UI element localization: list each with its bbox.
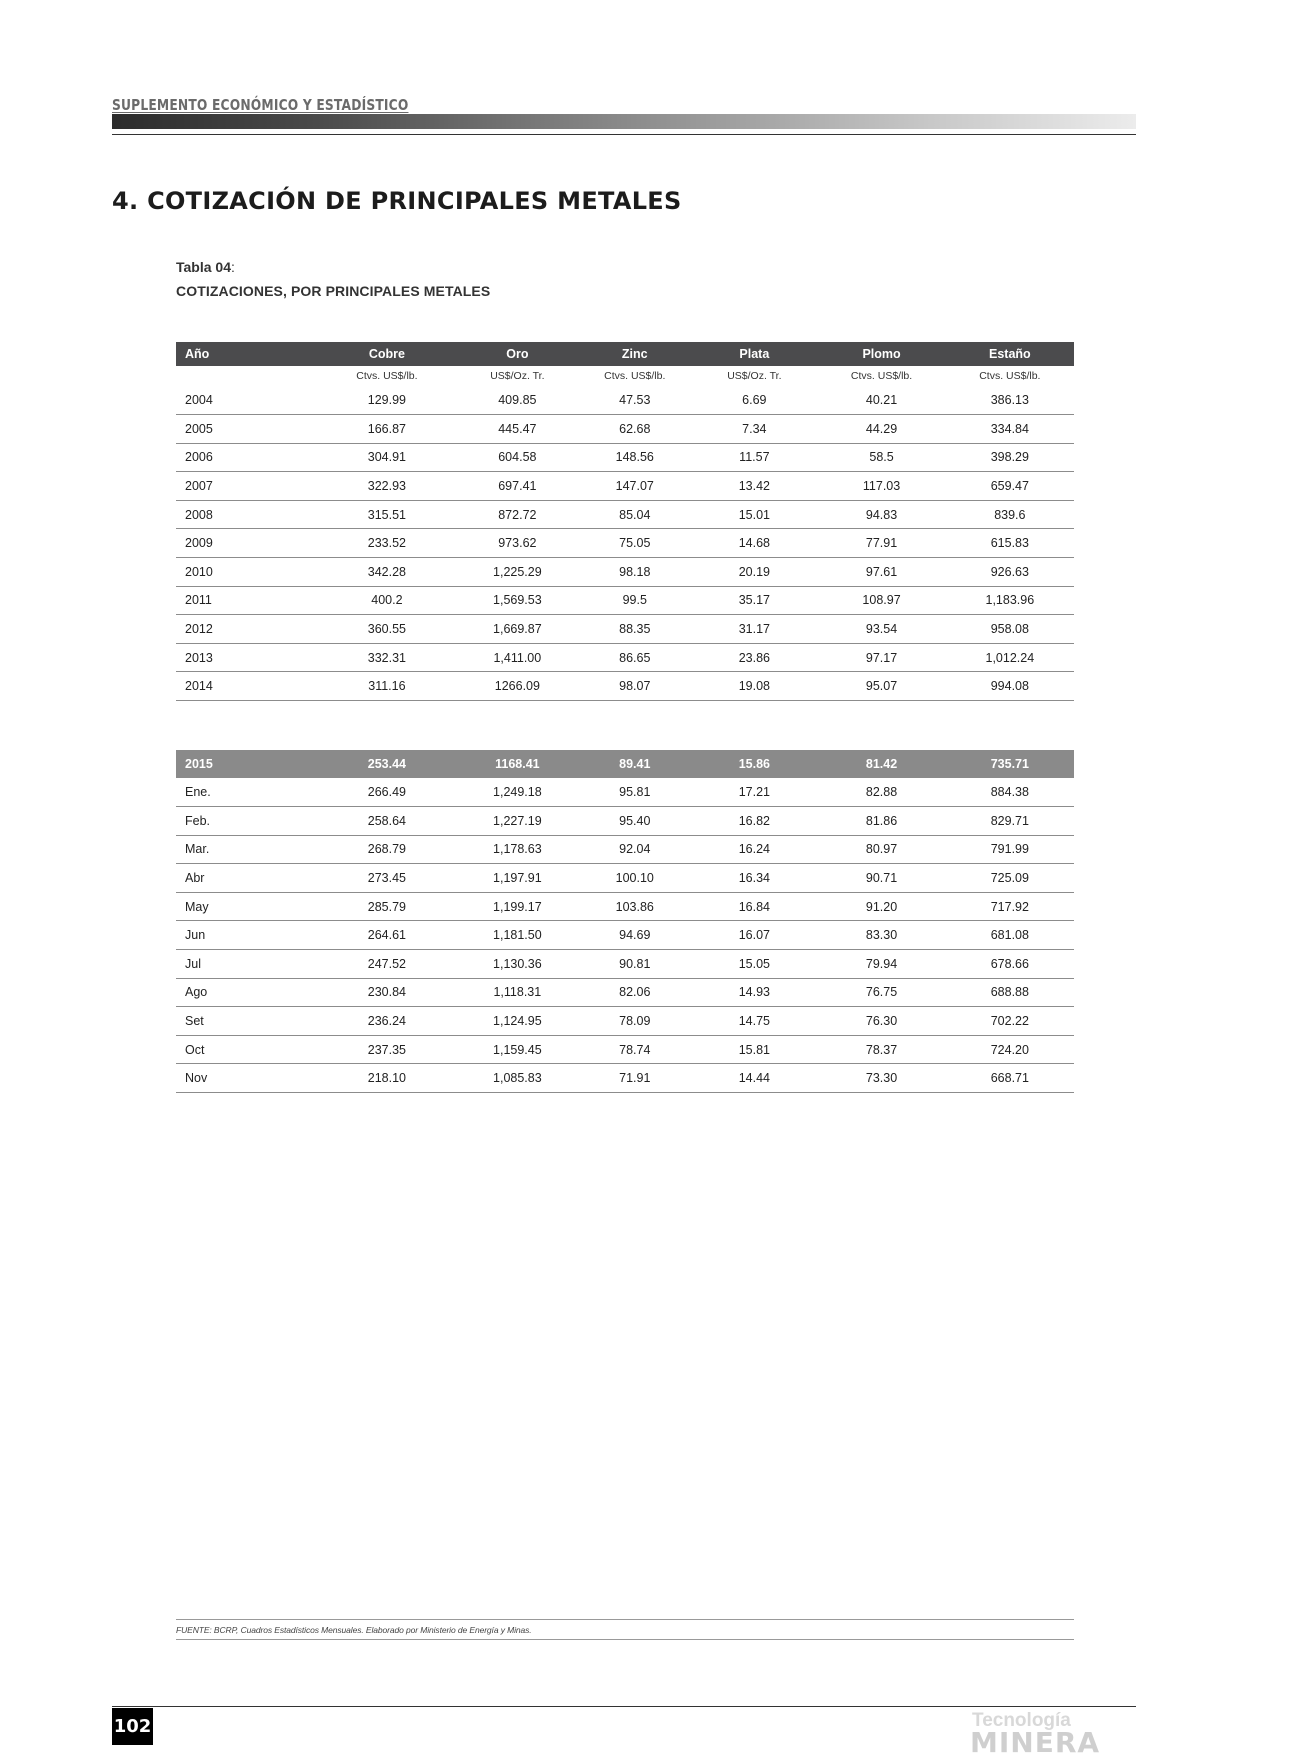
value-cell: 95.07 bbox=[817, 672, 945, 701]
value-cell: 108.97 bbox=[817, 586, 945, 615]
row-label-cell: Feb. bbox=[176, 807, 317, 836]
units-row bbox=[176, 366, 1074, 386]
unit-label: Ctvs. US$/lb. bbox=[356, 370, 418, 382]
value-cell: 958.08 bbox=[946, 615, 1074, 644]
footer-rule bbox=[112, 1706, 1136, 1707]
value-cell: 1,199.17 bbox=[456, 892, 578, 921]
value-cell: 1,130.36 bbox=[456, 950, 578, 979]
value-cell: 1,012.24 bbox=[946, 643, 1074, 672]
value-cell: 332.31 bbox=[317, 643, 456, 672]
value-cell: 97.17 bbox=[817, 643, 945, 672]
value-cell: 23.86 bbox=[691, 643, 817, 672]
table-row bbox=[176, 892, 1074, 921]
row-label-cell: Jun bbox=[176, 921, 317, 950]
value-cell: 6.69 bbox=[691, 386, 817, 415]
value-cell: 98.07 bbox=[578, 672, 691, 701]
year-2015-summary-row bbox=[176, 750, 1074, 778]
value-cell: 400.2 bbox=[317, 586, 456, 615]
value-cell: 94.83 bbox=[817, 500, 945, 529]
unit-label: Ctvs. US$/lb. bbox=[604, 370, 666, 382]
source-rule-bottom bbox=[176, 1639, 1074, 1640]
summary-cell: 253.44 bbox=[367, 757, 407, 771]
value-cell: 342.28 bbox=[317, 558, 456, 587]
publication-logo bbox=[970, 1710, 1140, 1759]
row-label-cell: Ene. bbox=[176, 778, 317, 807]
value-cell: 1,159.45 bbox=[456, 1035, 578, 1064]
value-cell: 725.09 bbox=[946, 864, 1074, 893]
table-row bbox=[176, 864, 1074, 893]
value-cell: 16.84 bbox=[691, 892, 817, 921]
column-header: Año bbox=[185, 347, 210, 361]
value-cell: 90.71 bbox=[817, 864, 945, 893]
table-row bbox=[176, 950, 1074, 979]
table-row bbox=[176, 500, 1074, 529]
value-cell: 81.86 bbox=[817, 807, 945, 836]
value-cell: 99.5 bbox=[578, 586, 691, 615]
row-label-cell: Abr bbox=[176, 864, 317, 893]
value-cell: 13.42 bbox=[691, 472, 817, 501]
column-header: Oro bbox=[506, 347, 529, 361]
value-cell: 62.68 bbox=[578, 415, 691, 444]
monthly-rows bbox=[176, 778, 1074, 1093]
value-cell: 7.34 bbox=[691, 415, 817, 444]
table-row bbox=[176, 835, 1074, 864]
value-cell: 103.86 bbox=[578, 892, 691, 921]
value-cell: 1,249.18 bbox=[456, 778, 578, 807]
value-cell: 71.91 bbox=[578, 1064, 691, 1093]
value-cell: 1,227.19 bbox=[456, 807, 578, 836]
value-cell: 681.08 bbox=[946, 921, 1074, 950]
table-row bbox=[176, 415, 1074, 444]
value-cell: 117.03 bbox=[817, 472, 945, 501]
row-label-cell: 2014 bbox=[176, 672, 317, 701]
value-cell: 95.81 bbox=[578, 778, 691, 807]
summary-cell: 89.41 bbox=[619, 757, 651, 771]
value-cell: 93.54 bbox=[817, 615, 945, 644]
value-cell: 95.40 bbox=[578, 807, 691, 836]
table-header-row bbox=[176, 342, 1074, 366]
unit-label: US$/Oz. Tr. bbox=[727, 370, 782, 382]
value-cell: 58.5 bbox=[817, 443, 945, 472]
value-cell: 85.04 bbox=[578, 500, 691, 529]
row-label-cell: May bbox=[176, 892, 317, 921]
value-cell: 35.17 bbox=[691, 586, 817, 615]
row-label-cell: Jul bbox=[176, 950, 317, 979]
value-cell: 14.44 bbox=[691, 1064, 817, 1093]
value-cell: 78.74 bbox=[578, 1035, 691, 1064]
value-cell: 1,569.53 bbox=[456, 586, 578, 615]
logo-line-1: Tecnología bbox=[972, 1710, 1071, 1731]
value-cell: 688.88 bbox=[946, 978, 1074, 1007]
value-cell: 322.93 bbox=[317, 472, 456, 501]
value-cell: 1,197.91 bbox=[456, 864, 578, 893]
value-cell: 273.45 bbox=[317, 864, 456, 893]
value-cell: 82.06 bbox=[578, 978, 691, 1007]
value-cell: 73.30 bbox=[817, 1064, 945, 1093]
table-row bbox=[176, 615, 1074, 644]
value-cell: 15.01 bbox=[691, 500, 817, 529]
column-header: Estaño bbox=[989, 347, 1031, 361]
value-cell: 77.91 bbox=[817, 529, 945, 558]
value-cell: 20.19 bbox=[691, 558, 817, 587]
column-header: Plomo bbox=[862, 347, 901, 361]
row-label-cell: 2011 bbox=[176, 586, 317, 615]
value-cell: 82.88 bbox=[817, 778, 945, 807]
value-cell: 97.61 bbox=[817, 558, 945, 587]
value-cell: 1,669.87 bbox=[456, 615, 578, 644]
row-label-cell: 2006 bbox=[176, 443, 317, 472]
value-cell: 304.91 bbox=[317, 443, 456, 472]
row-label-cell: 2009 bbox=[176, 529, 317, 558]
value-cell: 678.66 bbox=[946, 950, 1074, 979]
value-cell: 230.84 bbox=[317, 978, 456, 1007]
value-cell: 218.10 bbox=[317, 1064, 456, 1093]
value-cell: 1,411.00 bbox=[456, 643, 578, 672]
table-row bbox=[176, 386, 1074, 415]
table-row bbox=[176, 672, 1074, 701]
row-label-cell: 2012 bbox=[176, 615, 317, 644]
value-cell: 386.13 bbox=[946, 386, 1074, 415]
header-rule bbox=[112, 134, 1136, 135]
table-row bbox=[176, 558, 1074, 587]
value-cell: 11.57 bbox=[691, 443, 817, 472]
value-cell: 334.84 bbox=[946, 415, 1074, 444]
value-cell: 604.58 bbox=[456, 443, 578, 472]
value-cell: 724.20 bbox=[946, 1035, 1074, 1064]
value-cell: 16.34 bbox=[691, 864, 817, 893]
value-cell: 92.04 bbox=[578, 835, 691, 864]
table-row bbox=[176, 472, 1074, 501]
value-cell: 717.92 bbox=[946, 892, 1074, 921]
value-cell: 615.83 bbox=[946, 529, 1074, 558]
value-cell: 98.18 bbox=[578, 558, 691, 587]
summary-cell: 15.86 bbox=[738, 757, 770, 771]
value-cell: 31.17 bbox=[691, 615, 817, 644]
value-cell: 14.75 bbox=[691, 1007, 817, 1036]
logo-line-2: MINERA bbox=[970, 1726, 1101, 1759]
section-title: 4. COTIZACIÓN DE PRINCIPALES METALES bbox=[112, 187, 682, 215]
row-label-cell: Nov bbox=[176, 1064, 317, 1093]
value-cell: 315.51 bbox=[317, 500, 456, 529]
value-cell: 829.71 bbox=[946, 807, 1074, 836]
summary-cell: 2015 bbox=[185, 757, 213, 771]
value-cell: 44.29 bbox=[817, 415, 945, 444]
value-cell: 409.85 bbox=[456, 386, 578, 415]
value-cell: 1,178.63 bbox=[456, 835, 578, 864]
value-cell: 445.47 bbox=[456, 415, 578, 444]
table-row bbox=[176, 778, 1074, 807]
value-cell: 398.29 bbox=[946, 443, 1074, 472]
value-cell: 311.16 bbox=[317, 672, 456, 701]
value-cell: 258.64 bbox=[317, 807, 456, 836]
value-cell: 15.05 bbox=[691, 950, 817, 979]
value-cell: 16.07 bbox=[691, 921, 817, 950]
value-cell: 247.52 bbox=[317, 950, 456, 979]
value-cell: 1,183.96 bbox=[946, 586, 1074, 615]
row-label-cell: 2008 bbox=[176, 500, 317, 529]
row-label-cell: 2010 bbox=[176, 558, 317, 587]
table-row bbox=[176, 586, 1074, 615]
value-cell: 237.35 bbox=[317, 1035, 456, 1064]
table-row bbox=[176, 1035, 1074, 1064]
page-number: 102 bbox=[112, 1708, 153, 1745]
value-cell: 872.72 bbox=[456, 500, 578, 529]
value-cell: 129.99 bbox=[317, 386, 456, 415]
value-cell: 702.22 bbox=[946, 1007, 1074, 1036]
row-label-cell: Ago bbox=[176, 978, 317, 1007]
value-cell: 16.24 bbox=[691, 835, 817, 864]
value-cell: 994.08 bbox=[946, 672, 1074, 701]
value-cell: 15.81 bbox=[691, 1035, 817, 1064]
table-row bbox=[176, 978, 1074, 1007]
source-rule-top bbox=[176, 1619, 1074, 1620]
value-cell: 926.63 bbox=[946, 558, 1074, 587]
value-cell: 266.49 bbox=[317, 778, 456, 807]
table-row bbox=[176, 529, 1074, 558]
value-cell: 94.69 bbox=[578, 921, 691, 950]
unit-label: US$/Oz. Tr. bbox=[490, 370, 545, 382]
value-cell: 659.47 bbox=[946, 472, 1074, 501]
table-row bbox=[176, 807, 1074, 836]
value-cell: 88.35 bbox=[578, 615, 691, 644]
annual-rows bbox=[176, 386, 1074, 701]
value-cell: 668.71 bbox=[946, 1064, 1074, 1093]
column-header: Cobre bbox=[368, 347, 405, 361]
value-cell: 1,225.29 bbox=[456, 558, 578, 587]
annual-prices-table bbox=[176, 342, 1074, 701]
value-cell: 16.82 bbox=[691, 807, 817, 836]
row-label-cell: 2004 bbox=[176, 386, 317, 415]
value-cell: 86.65 bbox=[578, 643, 691, 672]
table-label: Tabla 04 bbox=[176, 259, 231, 275]
value-cell: 78.09 bbox=[578, 1007, 691, 1036]
value-cell: 268.79 bbox=[317, 835, 456, 864]
value-cell: 166.87 bbox=[317, 415, 456, 444]
value-cell: 236.24 bbox=[317, 1007, 456, 1036]
value-cell: 697.41 bbox=[456, 472, 578, 501]
value-cell: 76.75 bbox=[817, 978, 945, 1007]
unit-label: Ctvs. US$/lb. bbox=[979, 370, 1041, 382]
value-cell: 47.53 bbox=[578, 386, 691, 415]
value-cell: 1,118.31 bbox=[456, 978, 578, 1007]
summary-cell: 1168.41 bbox=[495, 757, 540, 771]
summary-cell: 735.71 bbox=[990, 757, 1029, 771]
table-subtitle: COTIZACIONES, POR PRINCIPALES METALES bbox=[176, 283, 491, 299]
value-cell: 91.20 bbox=[817, 892, 945, 921]
value-cell: 1,085.83 bbox=[456, 1064, 578, 1093]
row-label-cell: 2005 bbox=[176, 415, 317, 444]
running-head: SUPLEMENTO ECONÓMICO Y ESTADÍSTICO bbox=[112, 96, 409, 114]
value-cell: 1,124.95 bbox=[456, 1007, 578, 1036]
column-header: Zinc bbox=[621, 347, 648, 361]
value-cell: 14.93 bbox=[691, 978, 817, 1007]
value-cell: 17.21 bbox=[691, 778, 817, 807]
table-row bbox=[176, 1007, 1074, 1036]
row-label-cell: 2007 bbox=[176, 472, 317, 501]
summary-cell: 81.42 bbox=[865, 757, 898, 771]
source-note: FUENTE: BCRP, Cuadros Estadísticos Mensuales. Elaborado por Ministerio de Energía y Minas. bbox=[176, 1625, 532, 1635]
value-cell: 79.94 bbox=[817, 950, 945, 979]
row-label-cell: 2013 bbox=[176, 643, 317, 672]
value-cell: 147.07 bbox=[578, 472, 691, 501]
table-row bbox=[176, 921, 1074, 950]
header-gradient-bar bbox=[112, 114, 1136, 129]
table-row bbox=[176, 1064, 1074, 1093]
value-cell: 839.6 bbox=[946, 500, 1074, 529]
value-cell: 19.08 bbox=[691, 672, 817, 701]
value-cell: 40.21 bbox=[817, 386, 945, 415]
value-cell: 75.05 bbox=[578, 529, 691, 558]
row-label-cell: Set bbox=[176, 1007, 317, 1036]
value-cell: 76.30 bbox=[817, 1007, 945, 1036]
value-cell: 973.62 bbox=[456, 529, 578, 558]
value-cell: 264.61 bbox=[317, 921, 456, 950]
value-cell: 78.37 bbox=[817, 1035, 945, 1064]
value-cell: 360.55 bbox=[317, 615, 456, 644]
table-row bbox=[176, 443, 1074, 472]
value-cell: 1,181.50 bbox=[456, 921, 578, 950]
monthly-2015-table bbox=[176, 750, 1074, 1093]
unit-label: Ctvs. US$/lb. bbox=[850, 370, 913, 382]
value-cell: 884.38 bbox=[946, 778, 1074, 807]
value-cell: 148.56 bbox=[578, 443, 691, 472]
value-cell: 1266.09 bbox=[456, 672, 578, 701]
value-cell: 791.99 bbox=[946, 835, 1074, 864]
row-label-cell: Oct bbox=[176, 1035, 317, 1064]
value-cell: 14.68 bbox=[691, 529, 817, 558]
unit-label bbox=[176, 366, 317, 386]
value-cell: 83.30 bbox=[817, 921, 945, 950]
value-cell: 285.79 bbox=[317, 892, 456, 921]
table-caption bbox=[176, 259, 235, 275]
table-label-colon: : bbox=[231, 259, 235, 275]
row-label-cell: Mar. bbox=[176, 835, 317, 864]
value-cell: 233.52 bbox=[317, 529, 456, 558]
column-header: Plata bbox=[739, 347, 770, 361]
table-row bbox=[176, 643, 1074, 672]
value-cell: 90.81 bbox=[578, 950, 691, 979]
value-cell: 100.10 bbox=[578, 864, 691, 893]
value-cell: 80.97 bbox=[817, 835, 945, 864]
